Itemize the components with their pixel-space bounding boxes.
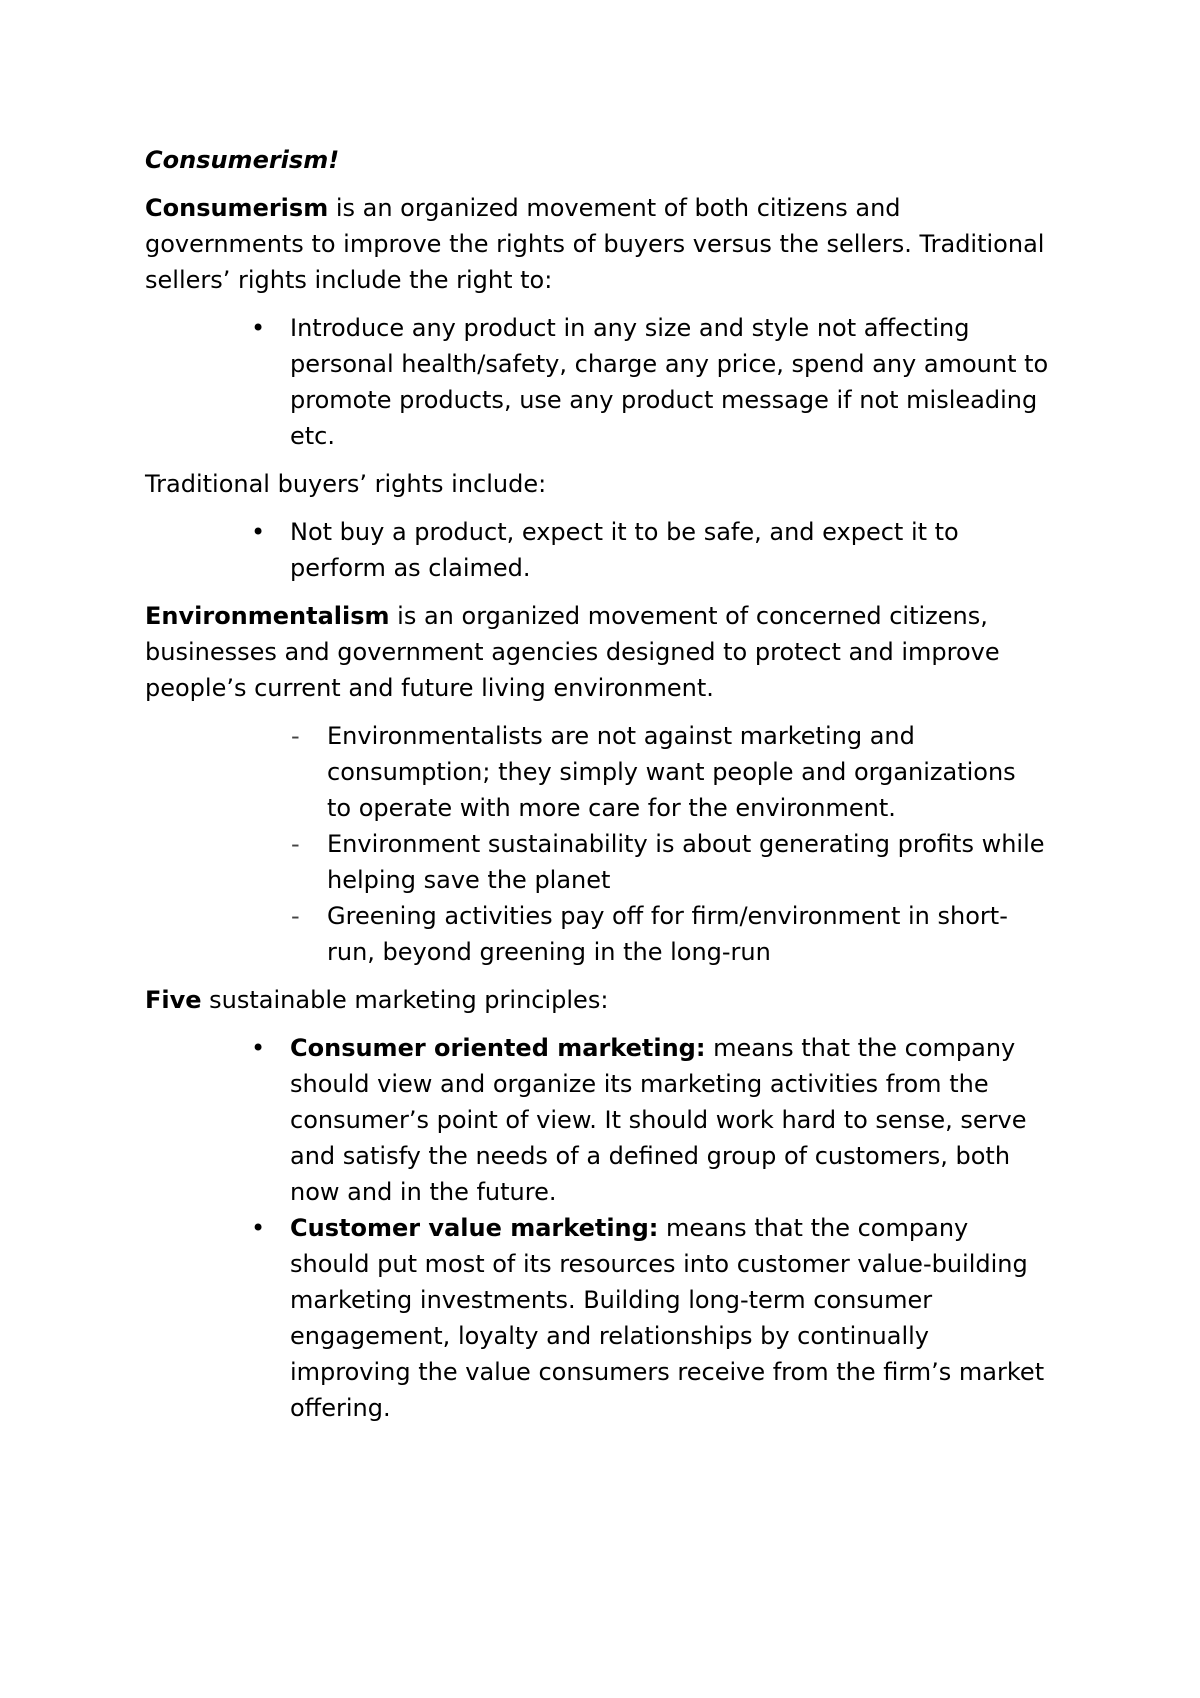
list-item [145,826,1047,898]
list-item [145,1210,1050,1426]
dash-icon: - [291,830,300,858]
principle-name: Customer value marketing: [290,1214,659,1242]
sellers-rights-list [145,310,1065,454]
principles-intro-lead: Five [145,986,202,1014]
page-title: Consumerism! [145,146,340,174]
bullet-icon: • [251,518,266,546]
buyers-rights-intro: Traditional buyers’ rights include: [145,470,547,498]
list-item-text: Introduce any product in any size and style not affecting personal health/safety, charge any price, spend any amount to promote products, use any product message if not misleading etc. [290,314,1049,450]
consumerism-definition: is an organized movement of both citizens and governments to improve the rights of buyers versus the sellers. Traditional sellers’ rights include the right to: [145,194,1045,294]
list-item [145,514,1050,586]
list-item-text: Environmentalists are not against marketing and consumption; they simply want people and organizations to operate with more care for the environment. [327,722,1016,822]
list-item-text: Not buy a product, expect it to be safe, and expect it to perform as claimed. [290,518,959,582]
principles-list [145,1030,1065,1426]
list-item-text: Greening activities pay off for firm/environment in short-run, beyond greening in the long-run [327,902,1008,966]
environmentalism-term: Environmentalism [145,602,390,630]
dash-icon: - [291,722,300,750]
list-item [145,718,1047,826]
principles-intro [145,982,1065,1018]
list-item-text: Environment sustainability is about generating profits while helping save the planet [327,830,1045,894]
principle-name: Consumer oriented marketing: [290,1034,706,1062]
list-item [145,898,1047,970]
environmentalism-definition: is an organized movement of concerned citizens, businesses and government agencies designed to protect and improve people’s current and future living environment. [145,602,1000,702]
environmentalism-paragraph [145,598,1065,706]
dash-icon: - [291,902,300,930]
list-item [145,1030,1050,1210]
bullet-icon: • [251,314,266,342]
bullet-icon: • [251,1214,266,1242]
principle-text: means that the company should put most of its resources into customer value-building marketing investments. Building long-term consumer engagement, loyalty and relationships by continually improving the value consumers receive from the firm’s market offering. [290,1214,1045,1422]
document-body [145,142,1065,1438]
consumerism-term: Consumerism [145,194,329,222]
bullet-icon: • [251,1034,266,1062]
principle-text: means that the company should view and organize its marketing activities from the consumer’s point of view. It should work hard to sense, serve and satisfy the needs of a defined group of customers, both now and in the future. [290,1034,1027,1206]
list-item [145,310,1050,454]
principles-intro-rest: sustainable marketing principles: [201,986,609,1014]
consumerism-paragraph [145,190,1065,298]
buyers-rights-list [145,514,1065,586]
environment-points-list [145,718,1065,970]
